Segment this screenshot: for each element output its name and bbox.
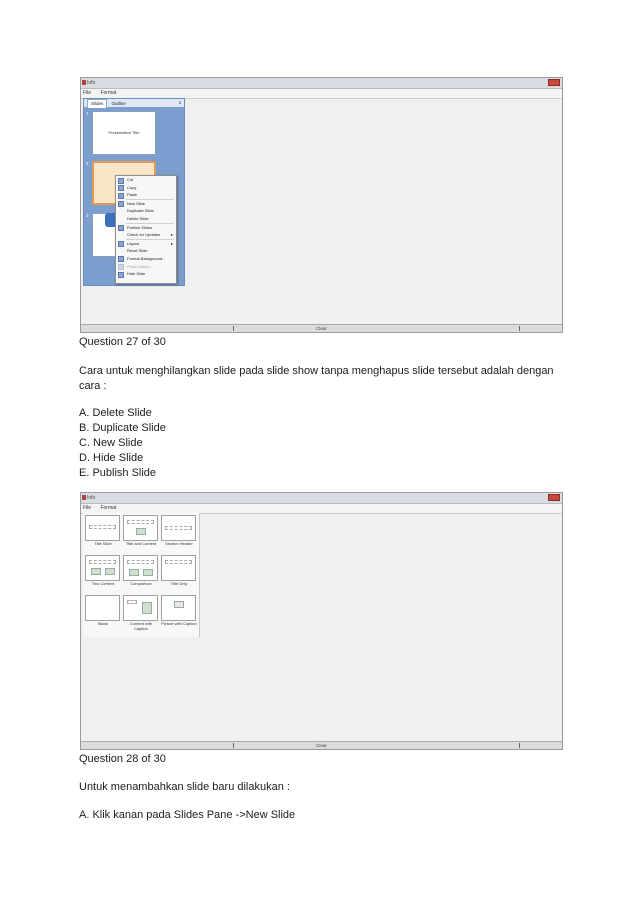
menu-item-hide-slide[interactable]: [116, 270, 176, 278]
layout-icon: [118, 241, 124, 247]
layout-label: Blank: [97, 621, 108, 626]
chevron-right-icon: ▸: [170, 232, 173, 238]
layout-title-only[interactable]: [161, 555, 197, 593]
window-title: Info: [87, 80, 96, 86]
menu-item-publish-slides[interactable]: [116, 224, 176, 232]
menu-item-label: Paste: [127, 192, 138, 198]
copy-icon: [118, 185, 124, 191]
layout-gallery: [83, 513, 200, 637]
menu-item-label: Check for Updates: [127, 232, 161, 238]
menu-item-label: Delete Slide: [127, 215, 149, 221]
question-prompt: Cara untuk menghilangkan slide pada slide show tanpa menghapus slide tersebut adalah dengan: [79, 365, 554, 377]
chevron-right-icon: ▸: [170, 240, 173, 246]
option-d: D. Hide Slide: [79, 452, 144, 464]
close-icon[interactable]: [548, 79, 560, 86]
menu-item-label: Cut: [127, 177, 134, 182]
context-menu: [115, 175, 177, 284]
layout-title-slide[interactable]: [85, 515, 121, 553]
layout-label: Two Content: [91, 581, 115, 586]
layout-blank[interactable]: [85, 595, 121, 633]
menu-item-label: Publish Slides: [127, 224, 153, 230]
question-header: Question 27 of 30: [79, 336, 166, 348]
app-icon: [82, 495, 86, 500]
hide-slide-icon: [118, 272, 124, 278]
publish-icon: [118, 225, 124, 231]
new-slide-icon: [118, 201, 124, 207]
menu-item-paste[interactable]: [116, 191, 176, 199]
option-b: B. Duplicate Slide: [79, 422, 166, 434]
menu-item-label: Layout: [127, 240, 140, 246]
menu-item-check-updates[interactable]: [116, 231, 176, 239]
option-e: E. Publish Slide: [79, 467, 157, 479]
status-bar: [81, 741, 562, 749]
photo-album-icon: [118, 264, 124, 270]
option-a: A. Delete Slide: [79, 407, 152, 419]
menu-file[interactable]: File: [83, 505, 92, 511]
status-divider: [233, 743, 234, 748]
menu-item-cut[interactable]: [116, 176, 176, 184]
menu-item-new-slide[interactable]: [116, 200, 176, 208]
menu-item-label: Copy: [127, 184, 137, 190]
layout-label: Content with Caption: [129, 621, 153, 631]
question-prompt-cont: cara :: [79, 380, 107, 392]
pane-tabs: [84, 99, 184, 107]
layout-label: Title and Content: [125, 541, 157, 546]
menu-item-reset-slide[interactable]: [116, 247, 176, 255]
tab-outline[interactable]: Outline: [111, 101, 126, 106]
slide-thumbnail-1[interactable]: [92, 111, 156, 155]
menu-item-label: Reset Slide: [127, 248, 148, 254]
layout-label: Title Slide: [94, 541, 112, 546]
option-c: C. New Slide: [79, 437, 143, 449]
layout-preview: [85, 555, 120, 581]
layout-preview: [123, 595, 158, 621]
status-divider: [519, 326, 520, 331]
menu-item-label: Format Background...: [127, 255, 166, 261]
menu-item-photo-album: [116, 263, 176, 271]
window-titlebar: [81, 493, 562, 504]
window-titlebar: [81, 78, 562, 89]
app-icon: [82, 80, 86, 85]
status-text: Clear: [316, 743, 327, 748]
slide-number: 1: [86, 111, 89, 116]
window-title: Info: [87, 495, 96, 501]
menu-item-layout[interactable]: [116, 240, 176, 248]
question-header: Question 28 of 30: [79, 753, 166, 765]
layout-two-content[interactable]: [85, 555, 121, 593]
layout-label: Title Only: [170, 581, 188, 586]
background-icon: [118, 256, 124, 262]
menu-item-label: New Slide: [127, 200, 146, 206]
layout-content-caption[interactable]: [123, 595, 159, 633]
question-prompt: Untuk menambahkan slide baru dilakukan :: [79, 781, 290, 793]
menu-item-label: Photo Album...: [127, 263, 154, 269]
layout-preview: [161, 555, 196, 581]
slide-number: 2: [86, 161, 89, 166]
status-bar: [81, 324, 562, 332]
close-pane-icon[interactable]: x: [178, 100, 181, 105]
menu-item-delete-slide[interactable]: [116, 215, 176, 223]
layout-label: Picture with Caption: [161, 621, 197, 626]
option-a: A. Klik kanan pada Slides Pane ->New Slide: [79, 809, 296, 821]
layout-preview: [85, 515, 120, 541]
layout-label: Comparison: [130, 581, 152, 586]
menu-item-copy[interactable]: [116, 184, 176, 192]
layout-preview: [85, 595, 120, 621]
menu-item-label: Hide Slide: [127, 271, 146, 277]
menu-item-label: Duplicate Slide: [127, 208, 154, 214]
layout-section-header[interactable]: [161, 515, 197, 553]
layout-preview: [123, 515, 158, 541]
layout-title-content[interactable]: [123, 515, 159, 553]
layout-picture-caption[interactable]: [161, 595, 197, 633]
menu-format[interactable]: Format: [100, 505, 117, 511]
layout-preview: [161, 595, 196, 621]
close-icon[interactable]: [548, 494, 560, 501]
layout-label: Section Header: [165, 541, 193, 546]
tab-slides[interactable]: Slides: [87, 99, 107, 108]
paste-icon: [118, 193, 124, 199]
screenshot-context-menu: [80, 77, 563, 333]
layout-preview: [161, 515, 196, 541]
scissors-icon: [118, 178, 124, 184]
menu-item-format-background[interactable]: [116, 255, 176, 263]
thumbnail-title: Presentation Title: [108, 130, 140, 135]
screenshot-layout-gallery: [80, 492, 563, 750]
status-divider: [519, 743, 520, 748]
menu-file[interactable]: File: [83, 90, 92, 96]
layout-preview: [123, 555, 158, 581]
slide-number: 3: [86, 213, 89, 218]
layout-comparison[interactable]: [123, 555, 159, 593]
menu-item-duplicate-slide[interactable]: [116, 207, 176, 215]
menu-format[interactable]: Format: [100, 90, 117, 96]
status-divider: [233, 326, 234, 331]
status-text: Clear: [316, 326, 327, 331]
